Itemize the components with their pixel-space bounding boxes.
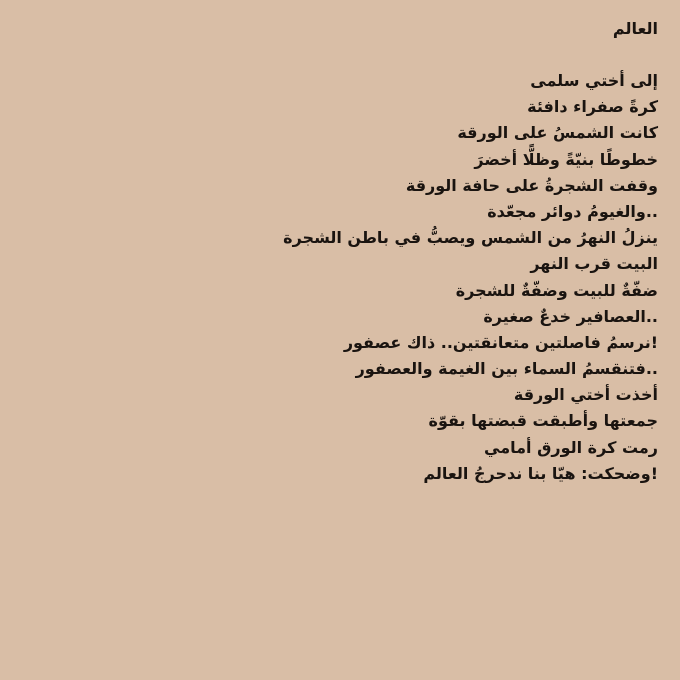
poem-line: إلى أختي سلمى <box>530 71 658 90</box>
poem-line: !وضحكت: هيّا بنا ندحرجُ العالم <box>423 463 658 483</box>
poem-line: ..فتنقسمُ السماء بين الغيمة والعصفور <box>355 359 658 379</box>
poem-line: ..والغيومُ دوائر مجعّدة <box>487 201 658 221</box>
poem-line: كانت الشمسُ على الورقة <box>457 123 658 143</box>
poem-line: جمعتها وأطبقت قبضتها بقوّة <box>428 411 658 431</box>
poem-body <box>22 68 658 487</box>
poem-line: خطوطًا بنيّةً وظلًّا أخضرَ <box>474 149 658 169</box>
poem-line: وقفت الشجرةُ على حافة الورقة <box>405 175 658 195</box>
poem-line: كرةً صفراء دافئة <box>527 97 658 117</box>
poem-line: رمت كرة الورق أمامي <box>484 437 658 457</box>
poem-line: ضفّةٌ للبيت وضفّةٌ للشجرة <box>455 280 658 300</box>
poem-line: ينزلُ النهرُ من الشمس ويصبُّ في باطن الشجرة <box>283 228 658 248</box>
poem-line: !نرسمُ فاصلتين متعانقتين.. ذاك عصفور <box>343 332 658 352</box>
poem-line: أخذت أختي الورقة <box>513 385 658 405</box>
poem-line: ..العصافير خدعٌ صغيرة <box>483 306 658 326</box>
poem-line: البيت قرب النهر <box>530 254 658 274</box>
poem-title: العالم <box>612 19 658 38</box>
